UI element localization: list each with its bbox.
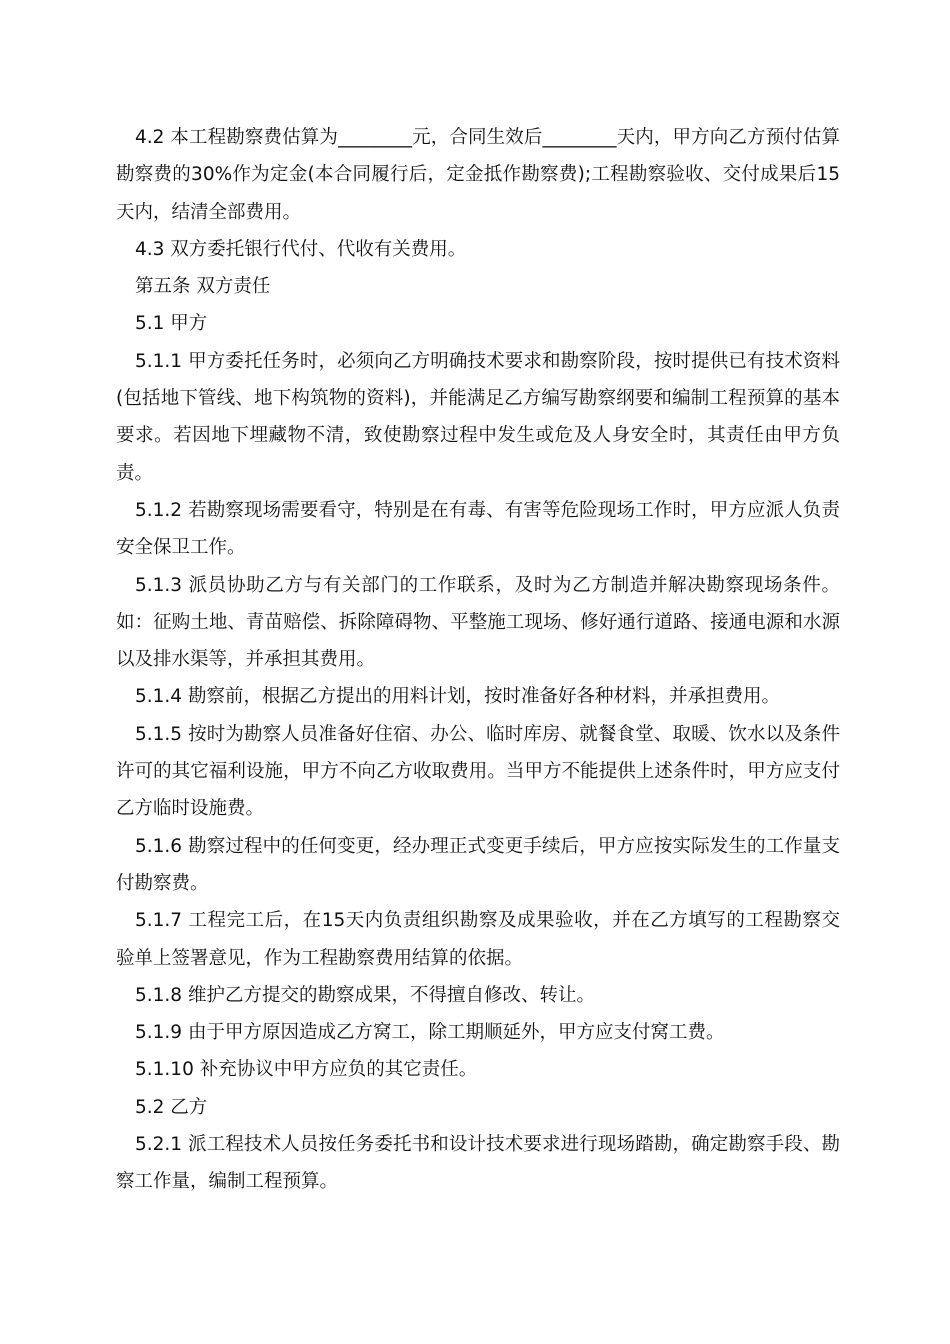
- clause-5-1-3: 5.1.3 派员协助乙方与有关部门的工作联系，及时为乙方制造并解决勘察现场条件。如：征购土地、青苗赔偿、拆除障碍物、平整施工现场、修好通行道路、接通电源和水源以及排水渠等，并承担其费用。: [116, 574, 840, 671]
- section-5-1-heading: 5.1 甲方: [135, 313, 208, 335]
- clause-4-2: 4.2 本工程勘察费估算为________元，合同生效后________天内，甲方向乙方预付估算勘察费的30%作为定金(本合同履行后，定金抵作勘察费);工程勘察验收、交付成果后15天内，结清全部费用。: [116, 127, 840, 223]
- clause-5-1-2: 5.1.2 若勘察现场需要看守，特别是在有毒、有害等危险现场工作时，甲方应派人负责安全保卫工作。: [116, 499, 840, 559]
- clause-5-1-6: 5.1.6 勘察过程中的任何变更，经办理正式变更手续后，甲方应按实际发生的工作量支付勘察费。: [116, 835, 840, 894]
- article-5-heading: 第五条 双方责任: [135, 276, 271, 298]
- clause-5-1-4: 5.1.4 勘察前，根据乙方提出的用料计划，按时准备好各种材料，并承担费用。: [135, 686, 780, 708]
- clause-5-1-10: 5.1.10 补充协议中甲方应负的其它责任。: [135, 1059, 478, 1081]
- clause-5-1-8: 5.1.8 维护乙方提交的勘察成果，不得擅自修改、转让。: [135, 984, 595, 1006]
- document-body: [116, 119, 840, 1201]
- clause-5-2-1: 5.2.1 派工程技术人员按任务委托书和设计技术要求进行现场踏勘，确定勘察手段、勘察工作量，编制工程预算。: [116, 1134, 840, 1193]
- section-5-2-heading: 5.2 乙方: [135, 1096, 208, 1118]
- clause-4-3: 4.3 双方委托银行代付、代收有关费用。: [135, 238, 467, 260]
- clause-5-1-7: 5.1.7 工程完工后，在15天内负责组织勘察及成果验收，并在乙方填写的工程勘察交验单上签署意见，作为工程勘察费用结算的依据。: [116, 910, 840, 969]
- clause-5-1-1: 5.1.1 甲方委托任务时，必须向乙方明确技术要求和勘察阶段，按时提供已有技术资料(包括地下管线、地下构筑物的资料)，并能满足乙方编写勘察纲要和编制工程预算的基本要求。若因地下埋藏物不清，致使勘察过程中发生或危及人身安全时，其责任由甲方负责。: [116, 350, 840, 484]
- clause-5-1-5: 5.1.5 按时为勘察人员准备好住宿、办公、临时库房、就餐食堂、取暖、饮水以及条件许可的其它福利设施，甲方不向乙方收取费用。当甲方不能提供上述条件时，甲方应支付乙方临时设施费。: [116, 723, 840, 820]
- clause-5-1-9: 5.1.9 由于甲方原因造成乙方窝工，除工期顺延外，甲方应支付窝工费。: [135, 1022, 725, 1044]
